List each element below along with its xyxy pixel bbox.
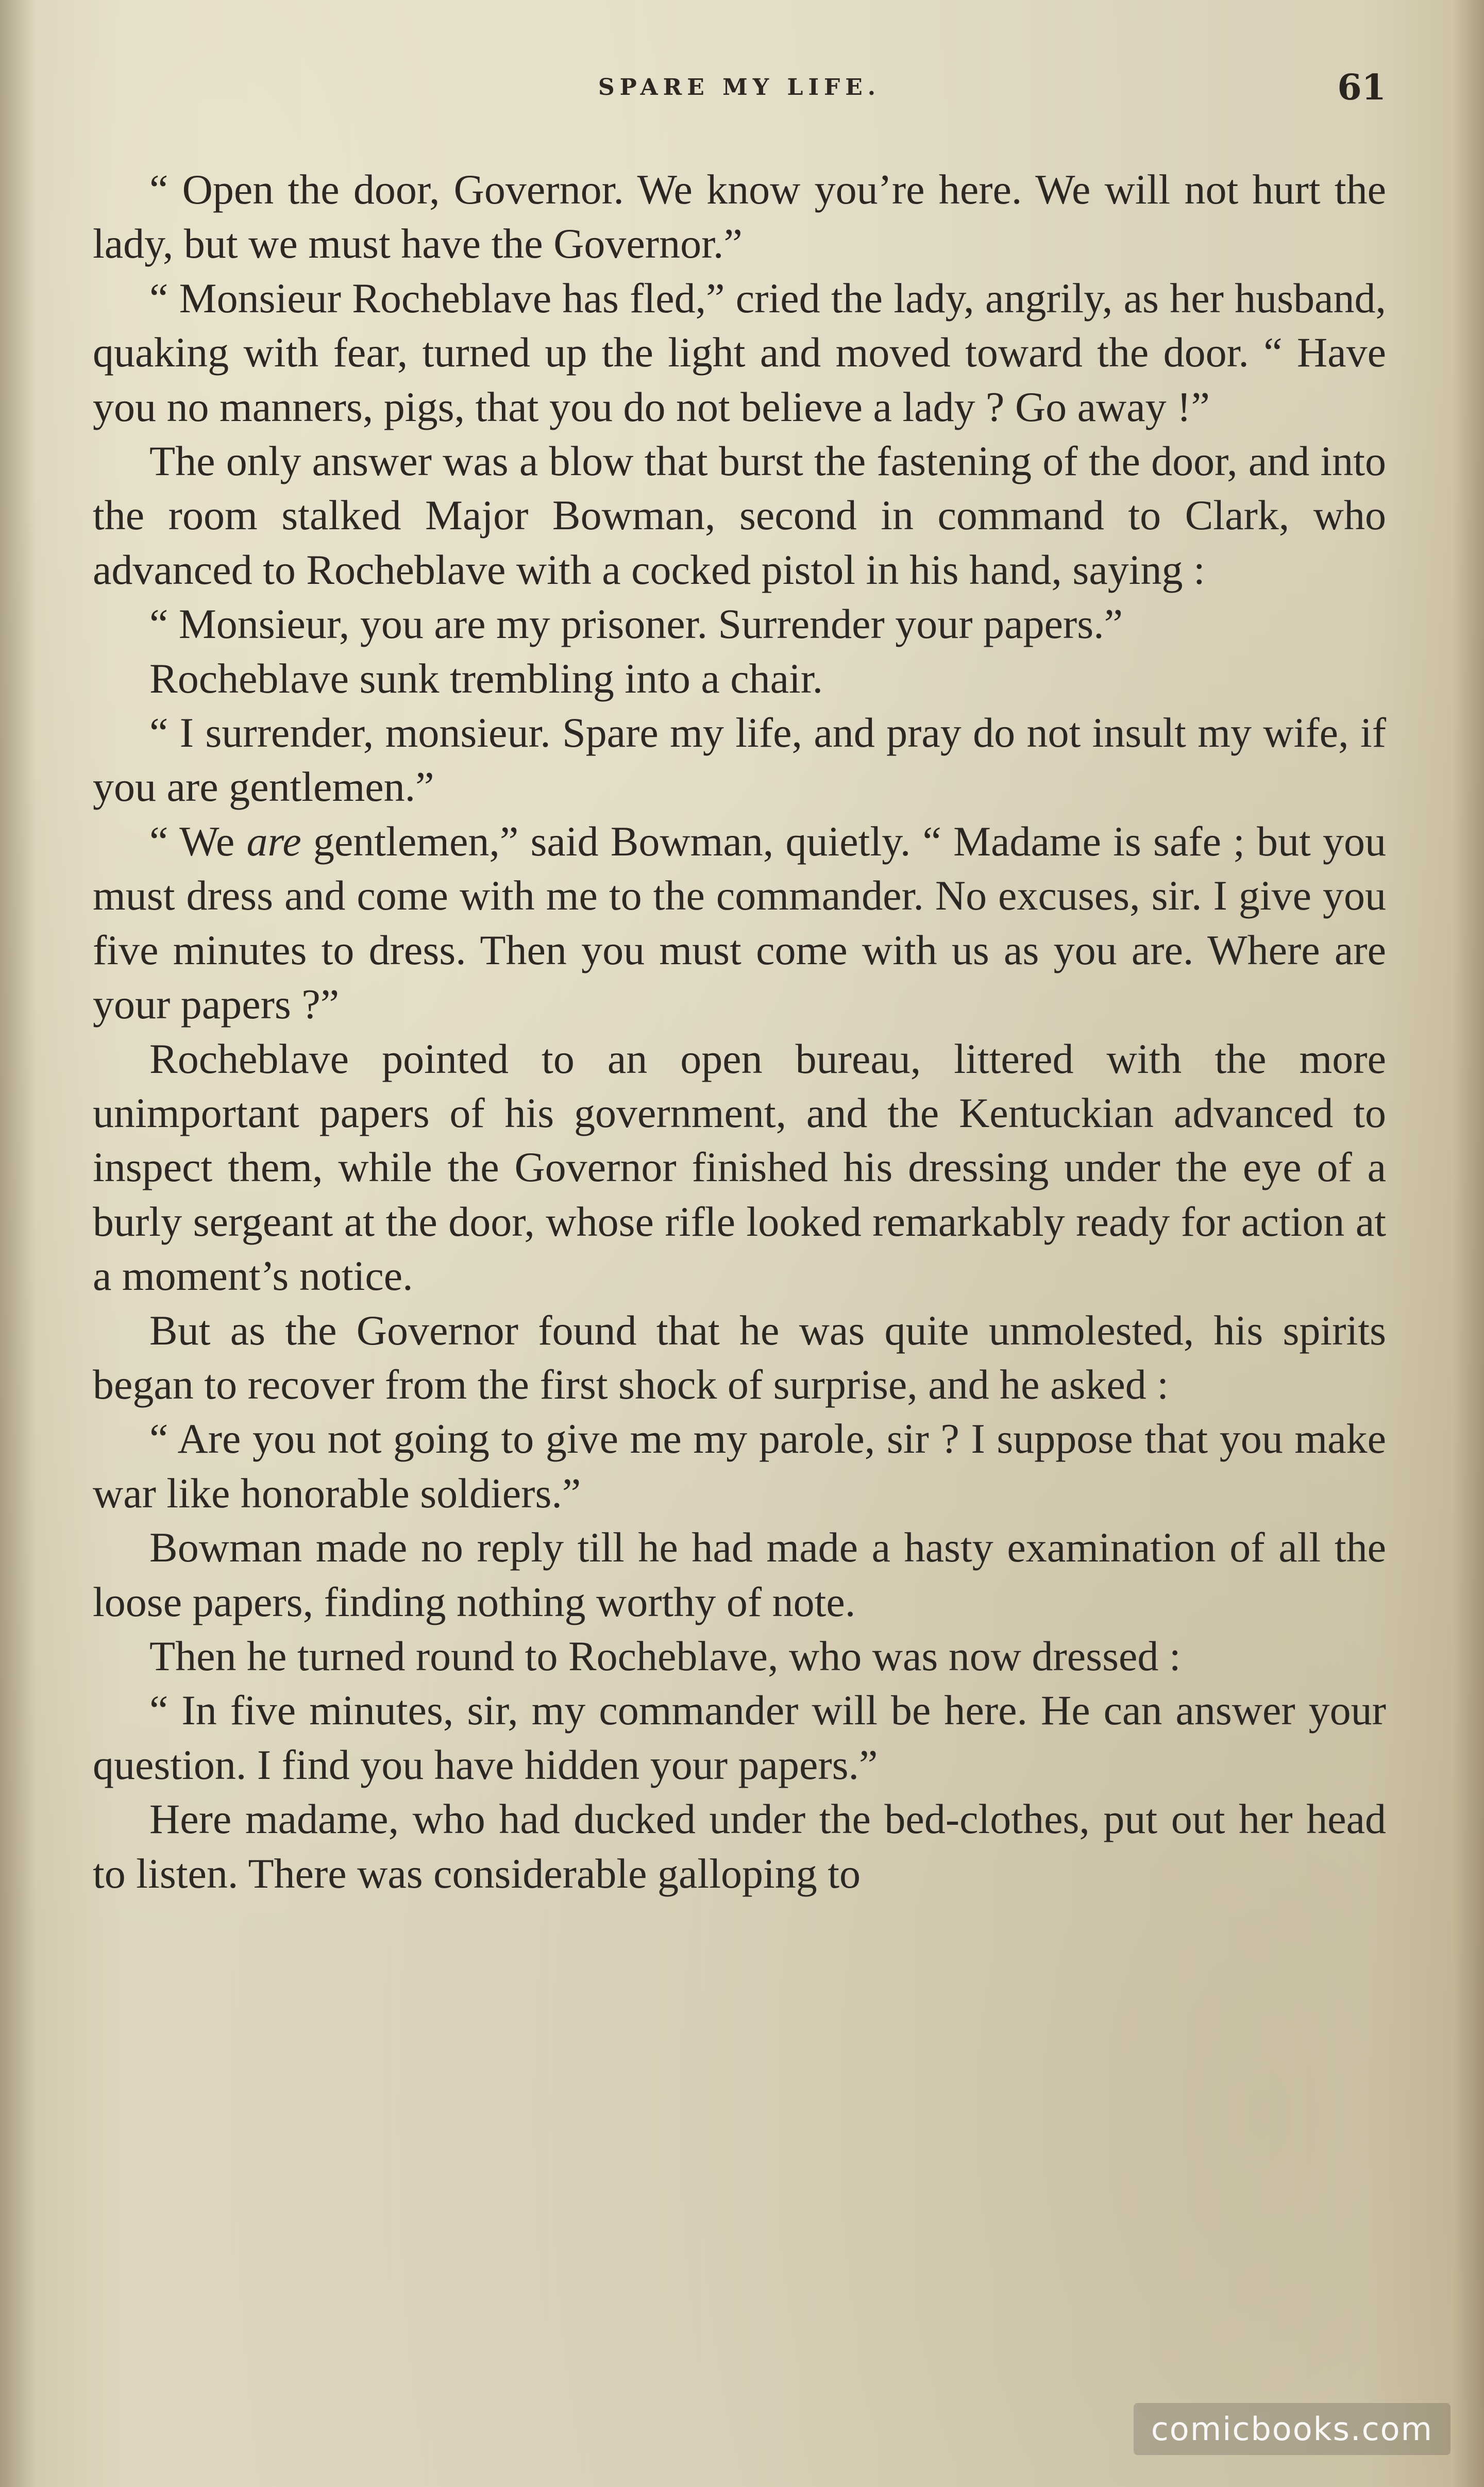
paragraph-2: “ Monsieur Rocheblave has fled,” cried the lady, angrily, as her husband, quaking with fear, turned up the light and moved toward the door. “ Have you no manners, pigs, that you do not believe a lady ? Go away !” bbox=[93, 274, 1386, 430]
paragraph-6: “ I surrender, monsieur. Spare my life, and pray do not insult my wife, if you are gentlemen.” bbox=[93, 709, 1386, 811]
paragraph-7-start: “ We bbox=[149, 817, 247, 865]
paragraph-4: “ Monsieur, you are my prisoner. Surrender your papers.” bbox=[149, 600, 1123, 648]
paragraph-13: “ In five minutes, sir, my commander will be here. He can answer your question. I find you have hidden your papers.” bbox=[93, 1687, 1386, 1788]
paragraph-1: “ Open the door, Governor. We know you’re here. We will not hurt the lady, but we must have the Governor.” bbox=[93, 166, 1386, 267]
paragraph-7 bbox=[93, 814, 1386, 1032]
paragraph-14: Here madame, who had ducked under the bed-clothes, put out her head to listen. There was considerable galloping to bbox=[93, 1795, 1386, 1897]
paragraph-7-italic: are bbox=[246, 817, 301, 865]
paragraph-3: The only answer was a blow that burst the fastening of the door, and into the room stalked Major Bowman, second in command to Clark, who advanced to Rocheblave with a cocked pistol in his hand, saying : bbox=[93, 438, 1386, 593]
paragraph-11: Bowman made no reply till he had made a hasty examination of all the loose papers, finding nothing worthy of note. bbox=[93, 1524, 1386, 1625]
running-title: SPARE MY LIFE. bbox=[598, 74, 881, 100]
watermark: comicbooks.com bbox=[1134, 2403, 1451, 2455]
paragraph-9: But as the Governor found that he was quite unmolested, his spirits began to recover from the first shock of surprise, and he asked : bbox=[93, 1306, 1386, 1408]
paragraph-12: Then he turned round to Rocheblave, who was now dressed : bbox=[149, 1632, 1181, 1679]
paragraph-5: Rocheblave sunk trembling into a chair. bbox=[149, 654, 823, 702]
paragraph-10: “ Are you not going to give me my parole, sir ? I suppose that you make war like honorable soldiers.” bbox=[93, 1415, 1386, 1517]
body-text bbox=[93, 162, 1386, 1901]
paragraph-8: Rocheblave pointed to an open bureau, littered with the more unimportant papers of his government, and the Kentuckian advanced to inspect them, while the Governor finished his dressing under the eye of a burly sergeant at the door, whose rifle looked remarkably ready for action at a moment’s notice. bbox=[93, 1035, 1386, 1300]
page-number: 61 bbox=[1337, 67, 1386, 108]
running-head bbox=[93, 67, 1386, 124]
paragraph-7-end: gentlemen,” said Bowman, quietly. “ Madame is safe ; but you must dress and come with me to the commander. No excuses, sir. I give you five minutes to dress. Then you must come with us as you are. Where are your papers ?” bbox=[93, 817, 1386, 1028]
